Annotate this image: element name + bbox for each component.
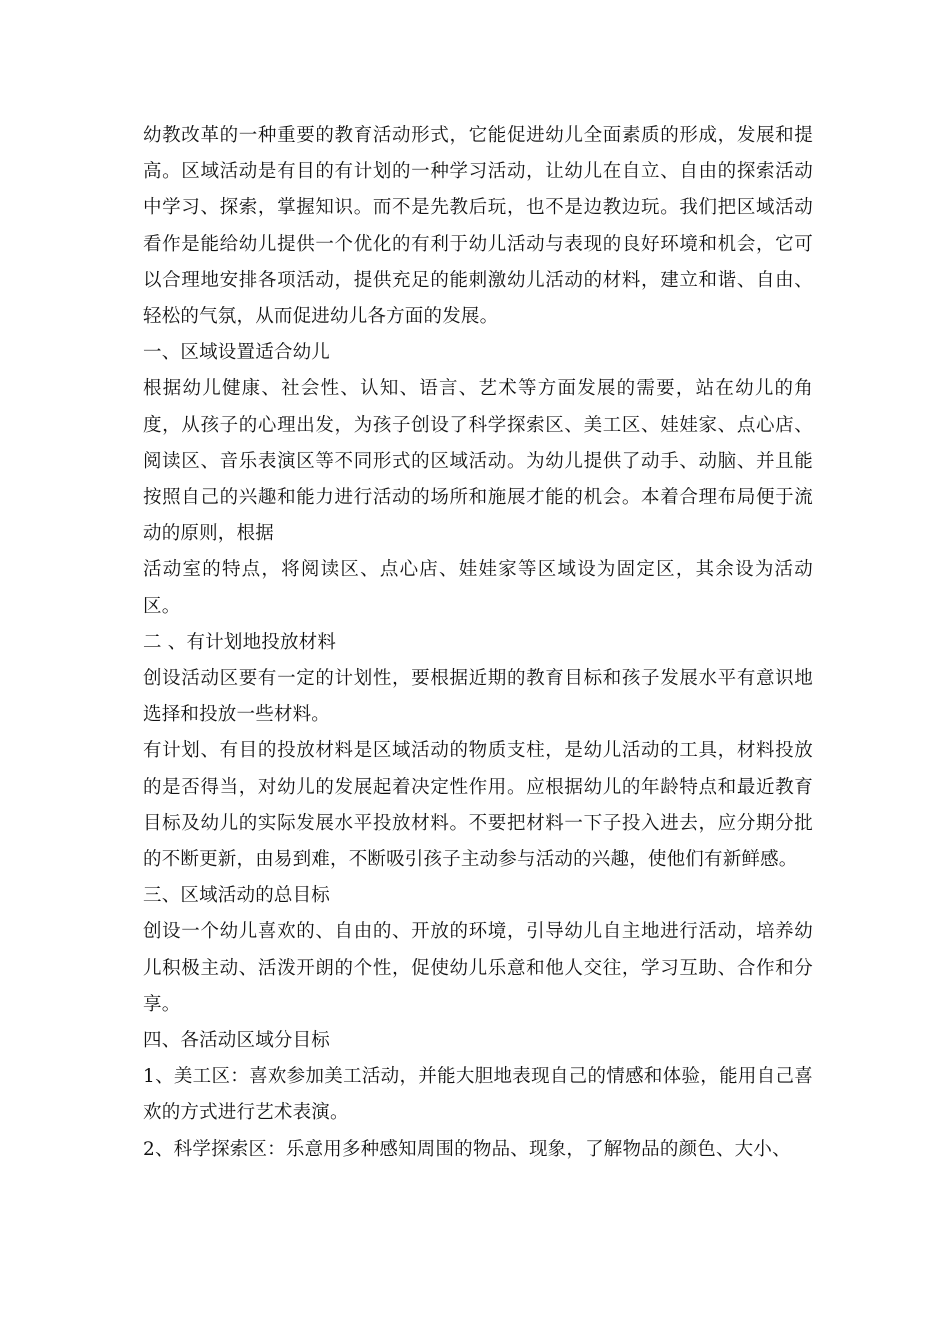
section-heading-2: 二 、有计划地投放材料 [143, 631, 337, 653]
paragraph-overall-goal: 创设一个幼儿喜欢的、自由的、开放的环境，引导幼儿自主地进行活动，培养幼儿积极主动、活泼开朗的个性，促使幼儿乐意和他人交往，学习互助、合作和分享。 [143, 921, 813, 1015]
paragraph-area-setup-cont: 活动室的特点，将阅读区、点心店、娃娃家等区域设为固定区，其余设为活动区。 [143, 559, 813, 617]
section-heading-4: 四、各活动区域分目标 [143, 1030, 331, 1052]
paragraph-area-setup: 根据幼儿健康、社会性、认知、语言、艺术等方面发展的需要，站在幼儿的角度，从孩子的心理出发，为孩子创设了科学探索区、美工区、娃娃家、点心店、阅读区、音乐表演区等不同形式的区域活动。为幼儿提供了动手、动脑、并且能按照自己的兴趣和能力进行活动的场所和施展才能的机会。本着合理布局便于流动的原则，根据 [143, 378, 813, 545]
section-heading-1: 一、区域设置适合幼儿 [143, 342, 331, 364]
section-heading-3: 三、区域活动的总目标 [143, 885, 331, 907]
paragraph-materials-detail: 有计划、有目的投放材料是区域活动的物质支柱，是幼儿活动的工具，材料投放的是否得当，对幼儿的发展起着决定性作用。应根据幼儿的年龄特点和最近教育目标及幼儿的实际发展水平投放材料。不要把材料一下子投入进去，应分期分批的不断更新，由易到难，不断吸引孩子主动参与活动的兴趣，使他们有新鲜感。 [143, 740, 813, 871]
paragraph-materials-plan: 创设活动区要有一定的计划性，要根据近期的教育目标和孩子发展水平有意识地选择和投放一些材料。 [143, 668, 813, 726]
document-body [143, 118, 813, 1168]
paragraph-intro: 幼教改革的一种重要的教育活动形式，它能促进幼儿全面素质的形成，发展和提高。区域活动是有目的有计划的一种学习活动，让幼儿在自立、自由的探索活动中学习、探索，掌握知识。而不是先教后玩，也不是边教边玩。我们把区域活动看作是能给幼儿提供一个优化的有利于幼儿活动与表现的良好环境和机会，它可以合理地安排各项活动，提供充足的能刺激幼儿活动的材料，建立和谐、自由、轻松的气氛，从而促进幼儿各方面的发展。 [143, 125, 813, 328]
paragraph-science-area: 2、科学探索区：乐意用多种感知周围的物品、现象，了解物品的颜色、大小、 [143, 1138, 791, 1160]
paragraph-art-area: 1、美工区：喜欢参加美工活动，并能大胆地表现自己的情感和体验，能用自己喜欢的方式进行艺术表演。 [143, 1066, 813, 1124]
